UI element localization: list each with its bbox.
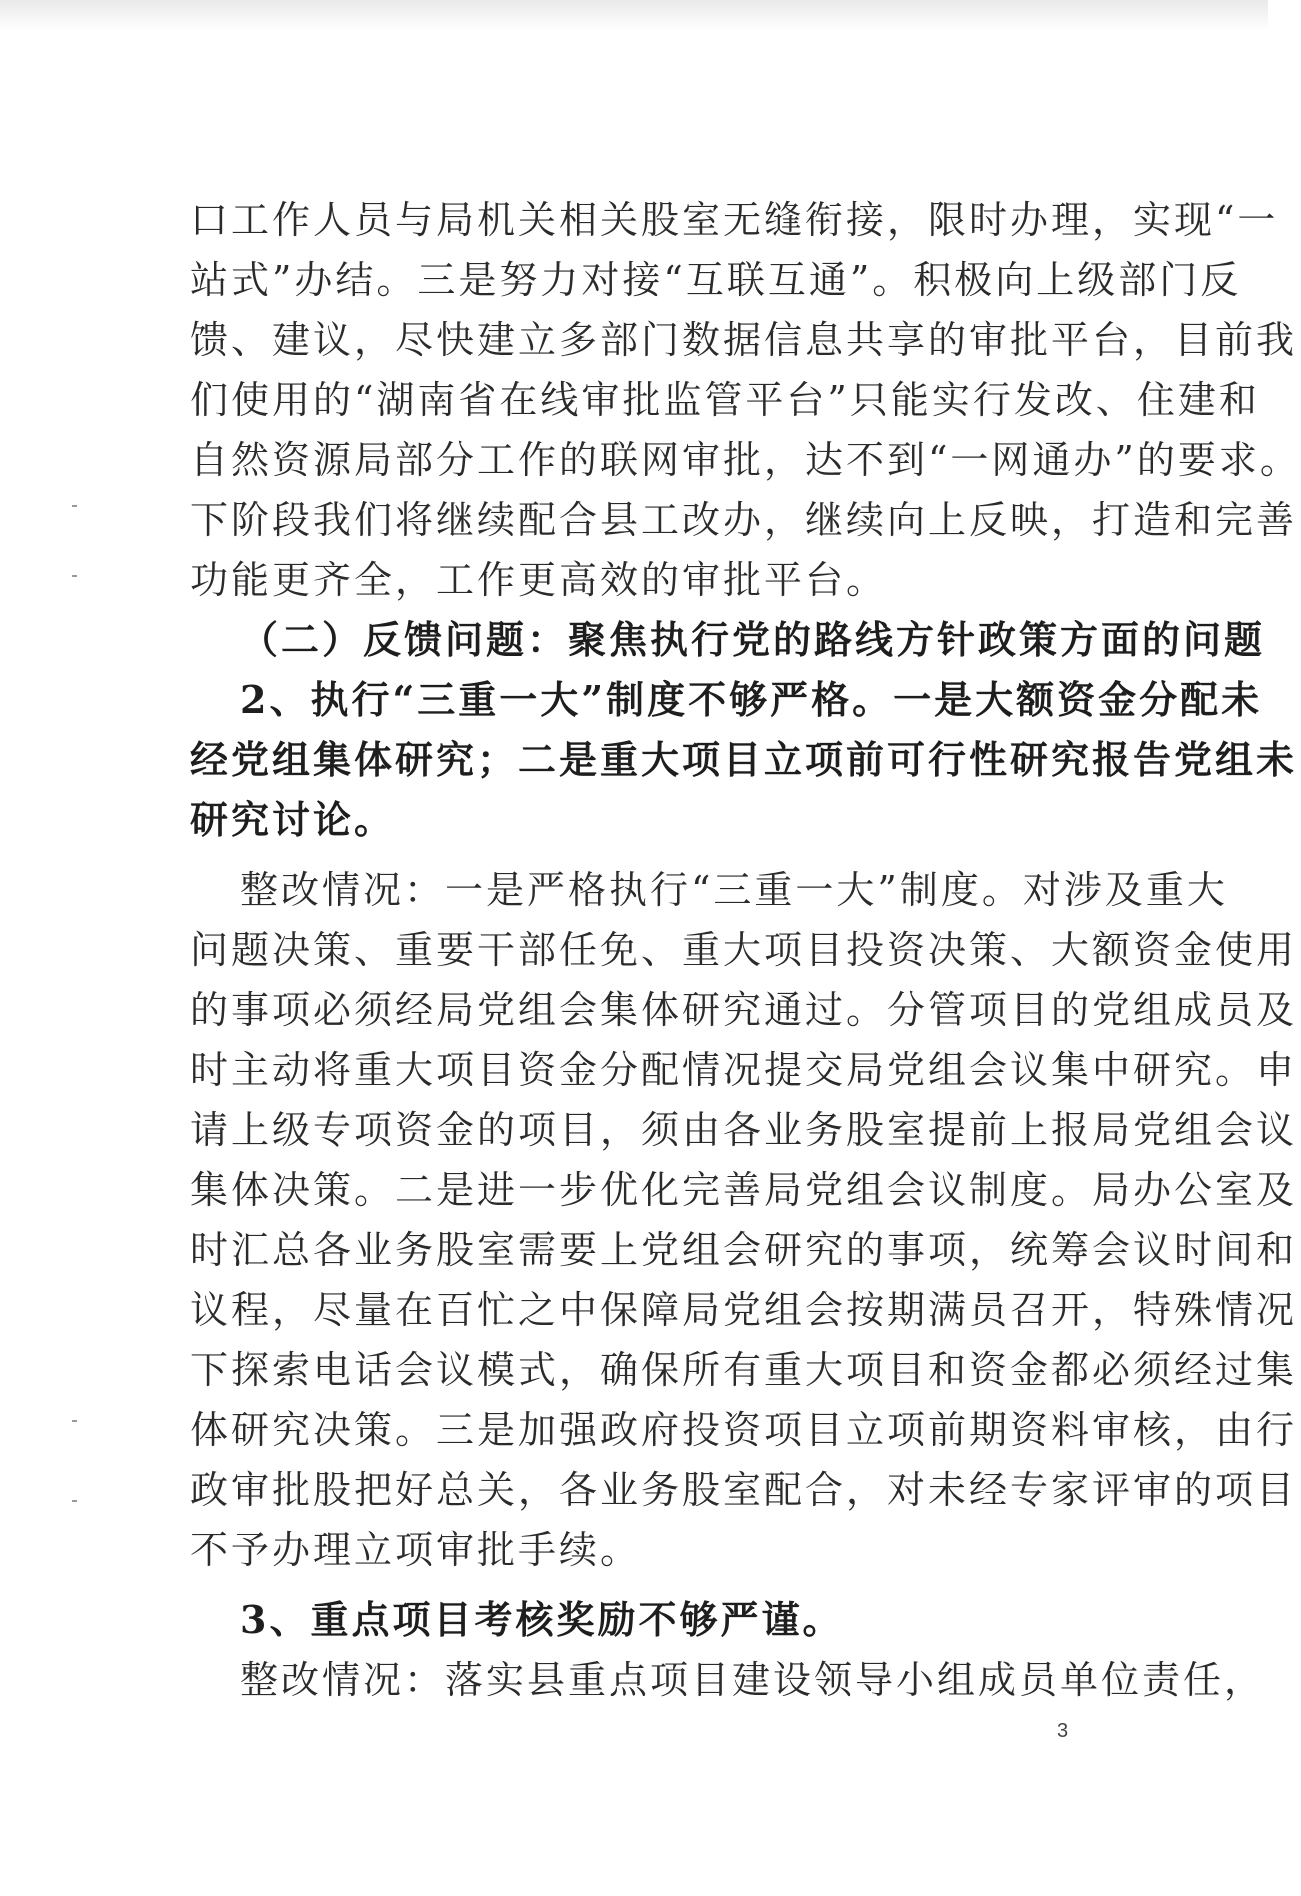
body-line: 口工作人员与局机关相关股室无缝衔接，限时办理，实现“一 [190,198,1279,242]
body-line: 整改情况：一是严格执行“三重一大”制度。对涉及重大 [240,868,1228,912]
body-line: 馈、建议，尽快建立多部门数据信息共享的审批平台，目前我 [190,318,1298,362]
body-line: 们使用的“湖南省在线审批监管平台”只能实行发改、住建和 [190,378,1260,422]
body-line: 议程，尽量在百忙之中保障局党组会按期满员召开，特殊情况 [190,1288,1298,1332]
body-line: 时汇总各业务股室需要上党组会研究的事项，统筹会议时间和 [190,1228,1298,1272]
body-line: 政审批股把好总关，各业务股室配合，对未经专家评审的项目 [190,1468,1298,1512]
body-line: 下阶段我们将继续配合县工改办，继续向上反映，打造和完善 [190,498,1298,542]
body-line: 功能更齐全，工作更高效的审批平台。 [190,558,888,602]
body-line: 问题决策、重要干部任免、重大项目投资决策、大额资金使用 [190,928,1298,972]
issue-heading: 研究讨论。 [190,797,396,842]
body-line: 体研究决策。三是加强政府投资项目立项前期资料审核，由行 [190,1408,1298,1452]
issue-heading: 经党组集体研究；二是重大项目立项前可行性研究报告党组未 [190,737,1298,782]
issue-heading: 2、执行“三重一大”制度不够严格。一是大额资金分配未 [240,677,1263,722]
body-line: 集体决策。二是进一步优化完善局党组会议制度。局办公室及 [190,1168,1298,1212]
body-line: 不予办理立项审批手续。 [190,1528,642,1572]
body-line: 请上级专项资金的项目，须由各业务股室提前上报局党组会议 [190,1108,1298,1152]
section-heading: （二）反馈问题：聚焦执行党的路线方针政策方面的问题 [240,617,1266,662]
body-line: 的事项必须经局党组会集体研究通过。分管项目的党组成员及 [190,988,1298,1032]
body-line: 自然资源局部分工作的联网审批，达不到“一网通办”的要求。 [190,438,1301,482]
body-line: 站式”办结。三是努力对接“互联互通”。积极向上级部门反 [190,258,1242,302]
body-line: 时主动将重大项目资金分配情况提交局党组会议集中研究。申 [190,1048,1298,1092]
page-number: 3 [1057,1720,1069,1742]
body-line: 下探索电话会议模式，确保所有重大项目和资金都必须经过集 [190,1348,1298,1392]
issue-heading: 3、重点项目考核奖励不够严谨。 [240,1597,844,1642]
body-line: 整改情况：落实县重点项目建设领导小组成员单位责任， [240,1658,1266,1702]
